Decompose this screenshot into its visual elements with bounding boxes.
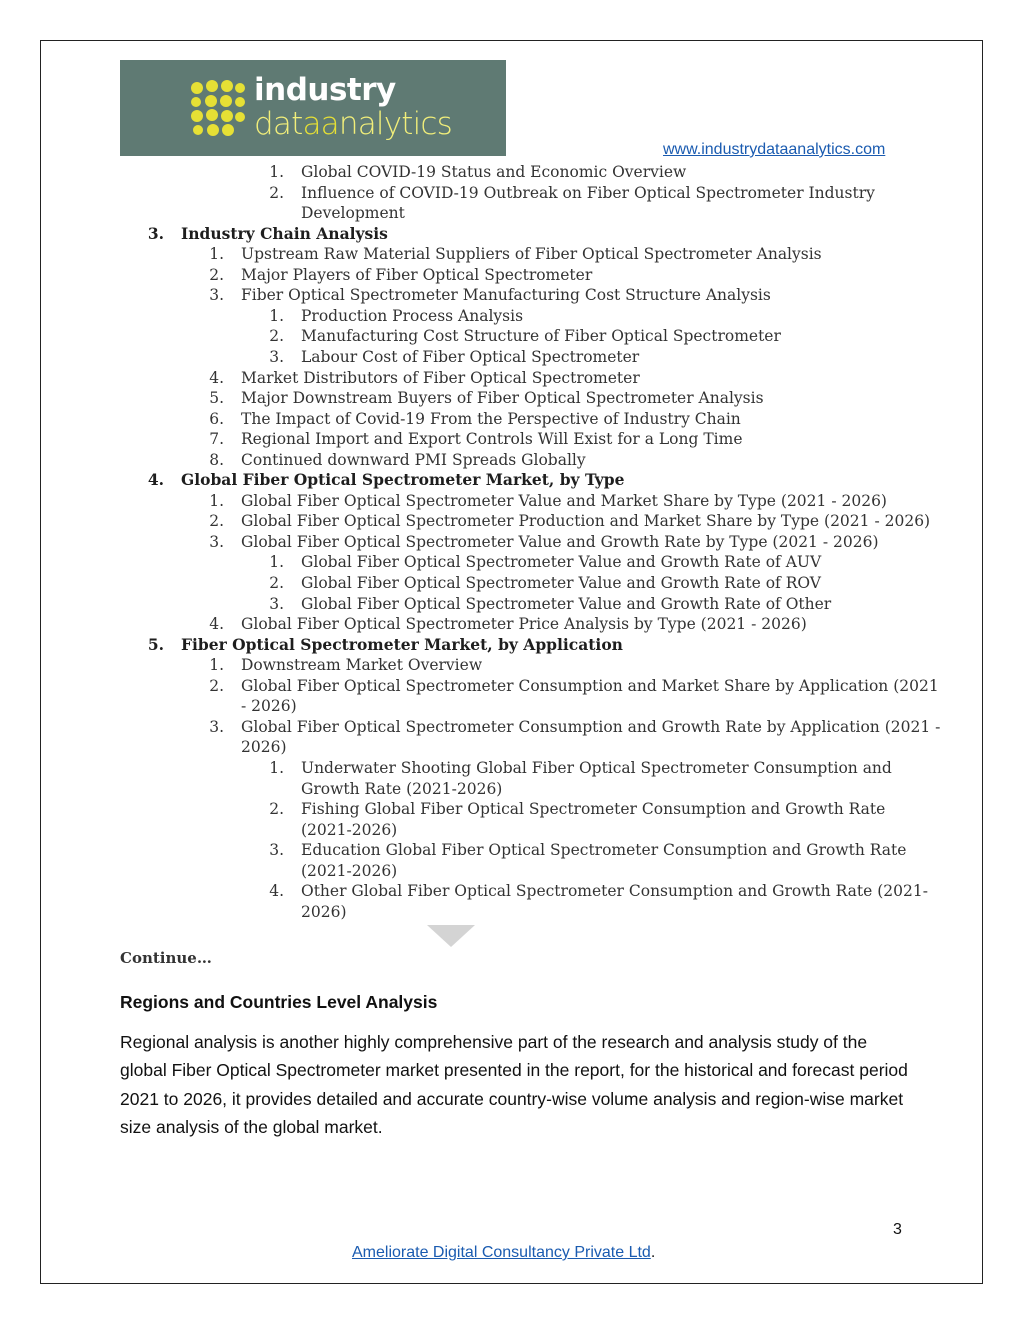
toc-text: Global Fiber Optical Spectrometer Value and Growth Rate of Other — [301, 594, 832, 613]
toc-number: 3. — [269, 841, 284, 860]
toc-number: 4. — [209, 368, 224, 387]
toc-text: Labour Cost of Fiber Optical Spectrometer — [301, 347, 640, 366]
toc-text: Industry Chain Analysis — [181, 223, 388, 243]
section-paragraph: Regional analysis is another highly comprehensive part of the research and analysis study of the global Fiber Optical Spectrometer market presented in the report, for the historical and forecast period 2021 to 2026, it provides detailed and accurate country-wise volume analysis and region-wise market size analysis of the global market. — [120, 1032, 908, 1137]
toc-text: The Impact of Covid-19 From the Perspective of Industry Chain — [241, 409, 741, 428]
toc-text: Major Players of Fiber Optical Spectrometer — [241, 265, 593, 284]
logo-wordmark-bottom: dataanalytics — [254, 106, 453, 142]
toc-text: Fiber Optical Spectrometer Market, by Application — [181, 634, 623, 654]
toc-number: 2. — [269, 327, 284, 346]
toc-number: 4. — [147, 470, 164, 490]
toc-text: Downstream Market Overview — [241, 656, 483, 675]
toc-text: Global Fiber Optical Spectrometer Production and Market Share by Type (2021 - 2026) — [241, 512, 931, 531]
toc-text: Global Fiber Optical Spectrometer Market, by Type — [181, 470, 625, 490]
toc-number: 8. — [209, 450, 224, 469]
toc-text: Underwater Shooting Global Fiber Optical Spectrometer Consumption and — [301, 758, 892, 777]
toc-number: 2. — [209, 265, 224, 284]
toc-number: 3. — [209, 286, 224, 305]
toc-text: Regional Import and Export Controls Will Exist for a Long Time — [241, 430, 743, 449]
toc-text: Development — [301, 204, 405, 223]
toc-text: Influence of COVID-19 Outbreak on Fiber Optical Spectrometer Industry — [301, 183, 875, 202]
toc-number: 2. — [269, 800, 284, 819]
toc-text: (2021-2026) — [301, 820, 398, 839]
toc-text: Global Fiber Optical Spectrometer Value and Growth Rate of AUV — [301, 553, 822, 572]
toc-number: 4. — [269, 882, 284, 901]
toc-number: 1. — [209, 656, 224, 675]
toc-text: Global COVID-19 Status and Economic Overview — [301, 163, 687, 181]
toc-text: Global Fiber Optical Spectrometer Value and Growth Rate of ROV — [301, 574, 821, 592]
toc-text: (2021-2026) — [301, 861, 398, 880]
toc-text: Education Global Fiber Optical Spectrometer Consumption and Growth Rate — [301, 841, 907, 860]
toc-text: Global Fiber Optical Spectrometer Price Analysis by Type (2021 - 2026) — [241, 615, 807, 634]
toc-number: 6. — [209, 409, 224, 428]
toc-text: Production Process Analysis — [301, 306, 524, 325]
toc-text: Continued downward PMI Spreads Globally — [241, 450, 586, 469]
toc-text: Growth Rate (2021-2026) — [301, 779, 503, 798]
page-number: 3 — [893, 1221, 902, 1238]
toc-number: 3. — [269, 594, 284, 613]
footer-period: . — [650, 1244, 656, 1261]
toc-number: 3. — [209, 717, 224, 736]
toc-text: Global Fiber Optical Spectrometer Consumption and Growth Rate by Application (2021 - — [241, 717, 941, 736]
toc-text: Other Global Fiber Optical Spectrometer Consumption and Growth Rate (2021- — [301, 882, 928, 901]
toc-text: Global Fiber Optical Spectrometer Value and Growth Rate by Type (2021 - 2026) — [241, 532, 879, 551]
toc-number: 2. — [209, 676, 224, 695]
toc-text: Global Fiber Optical Spectrometer Consumption and Market Share by Application (2021 — [241, 676, 939, 695]
toc-text: Market Distributors of Fiber Optical Spectrometer — [241, 368, 640, 387]
toc-text: Fiber Optical Spectrometer Manufacturing Cost Structure Analysis — [241, 286, 771, 305]
toc-text: Manufacturing Cost Structure of Fiber Optical Spectrometer — [301, 327, 781, 346]
toc-text: Global Fiber Optical Spectrometer Value and Market Share by Type (2021 - 2026) — [241, 491, 887, 510]
dots-logo-icon — [190, 80, 246, 136]
watermark-triangle-icon — [427, 925, 475, 947]
toc-number: 5. — [147, 634, 164, 654]
toc-number: 1. — [209, 245, 224, 264]
toc-text: 2026) — [301, 902, 347, 921]
toc-text: 2026) — [241, 738, 287, 757]
toc-number: 1. — [269, 758, 284, 777]
continue-label: Continue… — [120, 949, 212, 967]
toc-text: Upstream Raw Material Suppliers of Fiber Optical Spectrometer Analysis — [241, 245, 822, 264]
section-heading: Regions and Countries Level Analysis — [120, 992, 438, 1012]
toc-number: 4. — [209, 615, 224, 634]
toc-number: 5. — [209, 389, 224, 408]
website-link[interactable]: www.industrydataanalytics.com — [663, 141, 886, 158]
toc-text: - 2026) — [241, 697, 297, 716]
toc-number: 1. — [269, 306, 284, 325]
toc-number: 1. — [269, 163, 284, 181]
toc-number: 7. — [209, 430, 224, 449]
toc-number: 2. — [269, 574, 284, 592]
toc-number: 3. — [147, 223, 164, 243]
toc-number: 3. — [269, 347, 284, 366]
toc-number: 2. — [209, 512, 224, 531]
toc-text: Major Downstream Buyers of Fiber Optical Spectrometer Analysis — [241, 389, 764, 408]
toc-number: 3. — [209, 532, 224, 551]
toc-number: 1. — [269, 553, 284, 572]
logo-wordmark-top: industry — [254, 72, 396, 108]
company-logo[interactable] — [120, 60, 506, 156]
toc-number: 1. — [209, 491, 224, 510]
toc-number: 2. — [269, 183, 284, 202]
company-link[interactable]: Ameliorate Digital Consultancy Private Ltd — [352, 1244, 651, 1261]
footer — [352, 1244, 655, 1262]
toc-text: Fishing Global Fiber Optical Spectrometer Consumption and Growth Rate — [301, 800, 886, 819]
